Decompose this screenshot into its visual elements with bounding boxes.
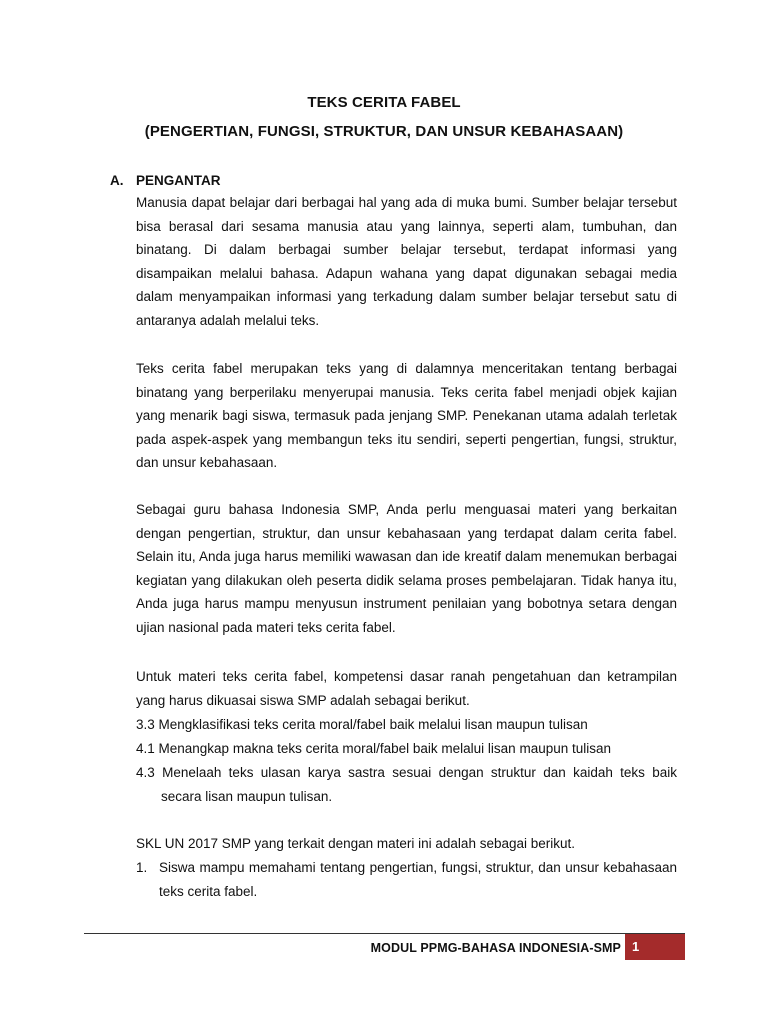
skl-item-text: Siswa mampu memahami tentang pengertian, fungsi, struktur, dan unsur kebahasaan teks cerita fabel.: [159, 860, 677, 899]
page-number-badge: [625, 934, 685, 960]
competency-item: 4.3 Menelaah teks ulasan karya sastra sesuai dengan struktur dan kaidah teks baik secara lisan maupun tulisan.: [136, 765, 677, 804]
paragraph-competency-intro: Untuk materi teks cerita fabel, kompetensi dasar ranah pengetahuan dan ketrampilan yang harus dikuasai siswa SMP adalah sebagai berikut.: [136, 669, 677, 708]
page-number: 1: [632, 939, 640, 954]
paragraph-fable-definition: Teks cerita fabel merupakan teks yang di dalamnya menceritakan tentang berbagai binatang yang berperilaku menyerupai manusia. Teks cerita fabel menjadi objek kajian yang menarik bagi siswa, termasuk pada jenjang SMP. Penekanan utama adalah terletak pada aspek-aspek yang membangun teks itu sendiri, seperti pengertian, fungsi, struktur, dan unsur kebahasaan.: [136, 361, 677, 471]
competency-item: 3.3 Mengklasifikasi teks cerita moral/fabel baik melalui lisan maupun tulisan: [136, 717, 588, 732]
skl-intro: SKL UN 2017 SMP yang terkait dengan materi ini adalah sebagai berikut.: [136, 836, 576, 851]
paragraph-teacher-role: Sebagai guru bahasa Indonesia SMP, Anda perlu menguasai materi yang berkaitan dengan pengertian, struktur, dan unsur kebahasaan yang terdapat dalam cerita fabel. Selain itu, Anda juga harus memiliki wawasan dan ide kreatif dalam menemukan berbagai kegiatan yang dilakukan oleh peserta didik selama proses pembelajaran. Tidak hanya itu, Anda juga harus mampu menyusun instrument penilaian yang bobotnya setara dengan ujian nasional pada materi teks cerita fabel.: [136, 502, 677, 635]
skl-list-item: [136, 856, 677, 903]
section-title: PENGANTAR: [136, 173, 221, 188]
section-heading: [110, 173, 221, 188]
skl-item-number: 1.: [136, 860, 148, 875]
paragraph-intro: Manusia dapat belajar dari berbagai hal yang ada di muka bumi. Sumber belajar tersebut bisa berasal dari sesama manusia atau yang lainnya, seperti alam, tumbuhan, dan binatang. Di dalam berbagai sumber belajar tersebut, terdapat informasi yang disampaikan melalui bahasa. Adapun wahana yang dapat digunakan sebagai media dalam menyampaikan informasi yang terkadung dalam sumber belajar tersebut satu di antaranya adalah melalui teks.: [136, 195, 677, 328]
document-title: TEKS CERITA FABEL: [307, 94, 461, 111]
footer-divider: [84, 933, 685, 934]
footer-module-label: MODUL PPMG-BAHASA INDONESIA-SMP: [370, 941, 621, 955]
competency-item: 4.1 Menangkap makna teks cerita moral/fabel baik melalui lisan maupun tulisan: [136, 741, 612, 756]
section-letter: A.: [110, 173, 124, 188]
document-subtitle: (PENGERTIAN, FUNGSI, STRUKTUR, DAN UNSUR KEBAHASAAN): [144, 123, 624, 140]
